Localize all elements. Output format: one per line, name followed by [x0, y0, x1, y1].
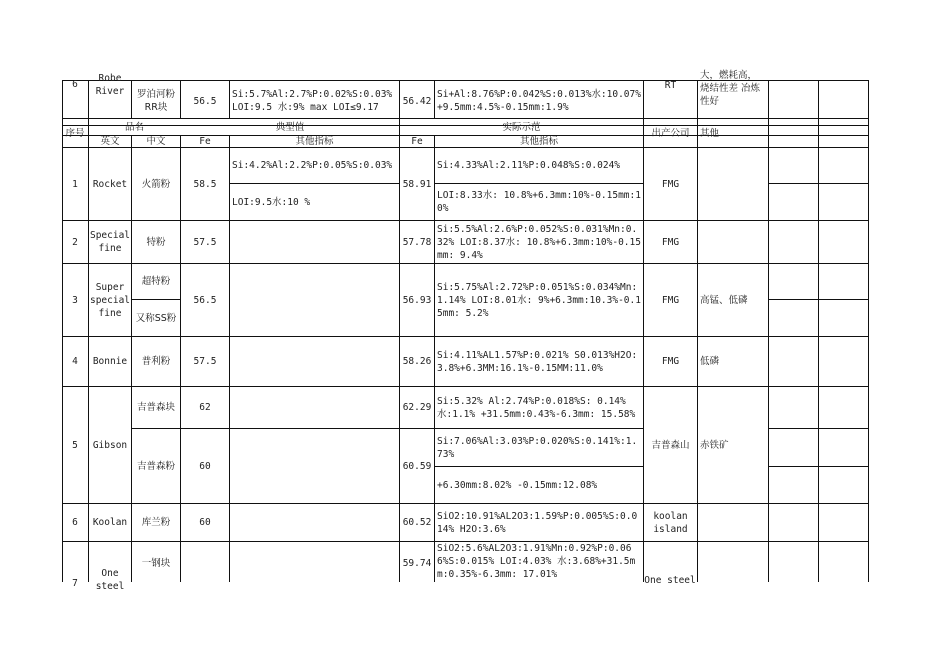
actual-other-cell: +6.30mm:8.02% -0.15mm:12.08% [437, 479, 598, 491]
header-actual: 实际示范 [502, 121, 541, 133]
actual-fe-cell: 56.42 [402, 95, 432, 107]
typical-other-cell: Si:4.2%Al:2.2%P:0.05%S:0.03% [232, 160, 393, 171]
actual-other-cell: LOI:8.33水: 10.8%+6.3mm:10%-0.15mm:10% [437, 190, 641, 214]
header-chinese: 中文 [146, 136, 166, 147]
grid-line [868, 80, 869, 582]
actual-fe-cell: 56.93 [402, 294, 432, 306]
company-cell: RT [664, 79, 677, 91]
typical-fe-cell: 56.5 [193, 95, 217, 107]
english-name-cell: Bonnie [92, 356, 128, 367]
typical-fe-cell: 57.5 [193, 236, 217, 248]
company-cell: FMG [661, 178, 680, 190]
actual-other-cell: Si:7.06%Al:3.03%P:0.020%S:0.141%:1.73% [437, 435, 638, 460]
grid-line [768, 80, 769, 582]
actual-fe-cell: 58.26 [402, 356, 432, 367]
seq-cell: 2 [72, 236, 78, 248]
company-cell: FMG [661, 356, 680, 367]
typical-other-cell: Si:5.7%Al:2.7%P:0.02%S:0.03%LOI:9.5 水:9% max LOI≤9.17 [232, 89, 393, 113]
typical-fe-cell: 62 [199, 402, 211, 413]
english-name-cell: Gibson [92, 439, 128, 451]
actual-other-cell: Si:5.5%Al:2.6%P:0.052%S:0.031%Mn:0.32% LOI:8.37水: 10.8%+6.3mm:10%-0.15mm: 9.4% [437, 223, 641, 261]
company-cell: FMG [661, 236, 680, 248]
header-english: 英文 [100, 136, 120, 147]
company-cell: One steel [644, 574, 696, 586]
actual-fe-cell: 58.91 [402, 178, 432, 190]
other-cell: 大，燃耗高，烧结性差 冶炼性好 [700, 69, 761, 107]
other-cell: 赤铁矿 [700, 439, 729, 451]
actual-other-cell: Si:5.32% Al:2.74%P:0.018%S: 0.14% 水:1.1% +31.5mm:0.43%-6.3mm: 15.58% [437, 395, 636, 420]
header-other-index-actual: 其他指标 [519, 136, 558, 147]
header-product: 品名 [124, 121, 144, 133]
header-typical: 典型值 [275, 121, 305, 133]
english-name-cell: Koolan [92, 517, 128, 528]
seq-cell: 1 [72, 178, 78, 190]
actual-other-cell: Si:4.11%AL1.57%P:0.021% S0.013%H2O:3.8%+6.3MM:16.1%-0.15MM:11.0% [437, 349, 638, 374]
typical-other-cell: LOI:9.5水:10 % [232, 196, 311, 208]
company-cell: 吉普森山 [651, 439, 690, 451]
actual-other-cell: SiO2:10.91%AL2O3:1.59%P:0.005%S:0.014% H2O:3.6% [437, 510, 638, 535]
typical-fe-cell: 56.5 [193, 294, 217, 306]
actual-other-cell: SiO2:5.6%AL2O3:1.91%Mn:0.92%P:0.066%S:0.015% LOI:4.03% 水:3.68%+31.5mm:0.35%-6.3mm: 17.01% [437, 543, 636, 580]
chinese-name-cell: 特粉 [146, 236, 166, 248]
typical-fe-cell: 58.5 [193, 178, 217, 190]
english-name-cell: Special fine [89, 230, 131, 254]
chinese-name-cell: 超特粉 [141, 276, 171, 287]
typical-fe-cell: 57.5 [193, 356, 217, 367]
chinese-name-cell: 吉普森块 [136, 402, 175, 413]
seq-cell: 6 [72, 517, 78, 528]
actual-fe-cell: 60.59 [402, 460, 432, 472]
actual-fe-cell: 57.78 [402, 236, 432, 248]
other-cell: 高锰、低磷 [700, 294, 748, 306]
chinese-name-cell: 普利粉 [141, 356, 171, 367]
actual-other-cell: Si:5.75%Al:2.72%P:0.051%S:0.034%Mn:1.14% LOI:8.01水: 9%+6.3mm:10.3%-0.15mm: 5.2% [437, 281, 641, 319]
seq-cell: 4 [72, 356, 78, 367]
chinese-name-cell: 吉普森粉 [136, 460, 175, 472]
company-cell: koolan island [653, 510, 688, 535]
actual-other-cell: Si:4.33%Al:2.11%P:0.048%S:0.024% [437, 160, 621, 171]
chinese-name-cell: 又称SS粉 [135, 312, 177, 324]
grid-line [818, 80, 819, 582]
company-cell: FMG [661, 294, 680, 306]
other-cell: 低磷 [700, 356, 720, 367]
chinese-name-cell: 库兰粉 [141, 517, 171, 528]
actual-fe-cell: 59.74 [402, 557, 432, 569]
seq-cell: 7 [72, 577, 78, 589]
header-company: 出产公司 [651, 127, 690, 139]
header-fe-typical: Fe [199, 136, 211, 147]
seq-cell: 3 [72, 294, 78, 306]
header-seq: 序号 [65, 127, 85, 139]
english-name-cell: Super special fine [89, 281, 131, 319]
typical-fe-cell: 60 [199, 517, 211, 528]
seq-cell: 5 [72, 439, 78, 451]
actual-fe-cell: 60.52 [402, 517, 432, 528]
header-other: 其他 [700, 127, 720, 139]
english-name-cell: One steel [95, 568, 125, 592]
actual-fe-cell: 62.29 [402, 402, 432, 413]
typical-fe-cell: 60 [199, 460, 211, 472]
actual-other-cell: Si+Al:8.76%P:0.042%S:0.013%水:10.07%+9.5mm:4.5%-0.15mm:1.9% [437, 89, 641, 113]
seq-cell: 6 [72, 78, 78, 90]
header-fe-actual: Fe [411, 136, 423, 147]
english-name-cell: Robe River [95, 73, 125, 97]
chinese-name-cell: 罗泊河粉 RR块 [136, 89, 175, 113]
header-other-index-typical: 其他指标 [295, 136, 334, 147]
chinese-name-cell: 火箭粉 [141, 178, 171, 190]
english-name-cell: Rocket [92, 178, 128, 190]
chinese-name-cell: 一钢块 [141, 557, 171, 569]
